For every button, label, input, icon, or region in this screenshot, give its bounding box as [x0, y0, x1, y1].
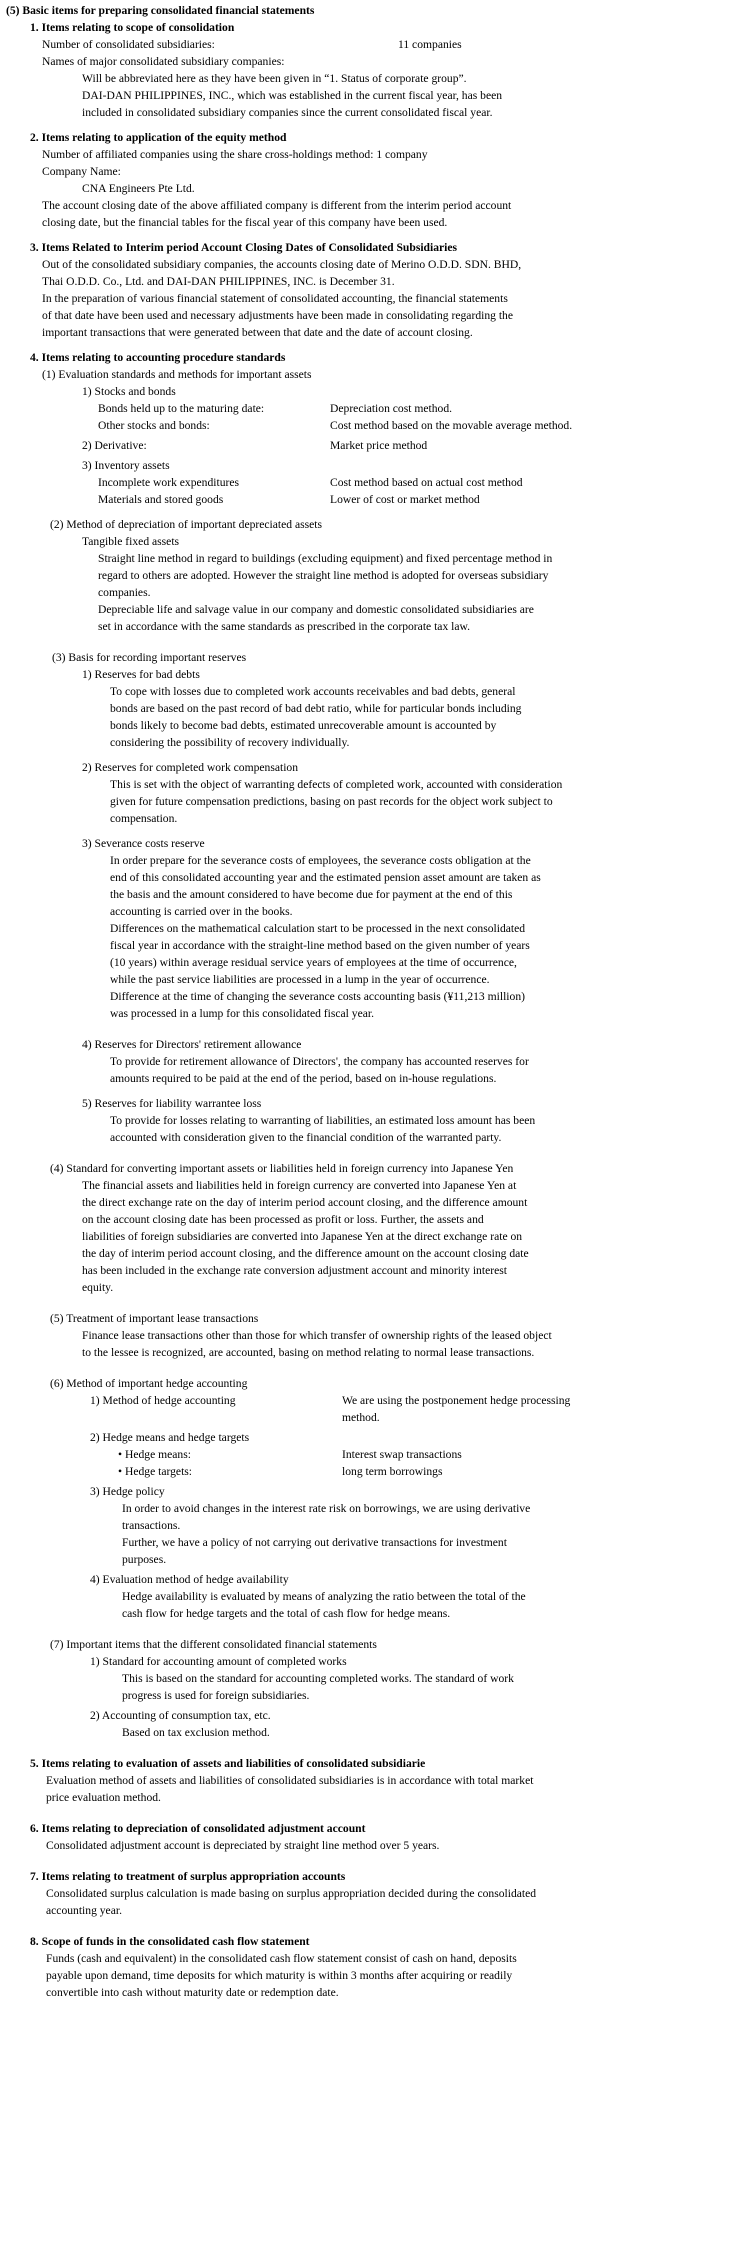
p1-bonds-row — [6, 400, 724, 417]
s2-line2: Company Name: — [42, 165, 121, 178]
p4-title: (4) Standard for converting important assets or liabilities held in foreign currency into Japanese Yen — [50, 1162, 514, 1175]
p4-line: the day of interim period account closing, and the difference amount on the account closing date — [82, 1247, 529, 1260]
p3-r3-line: accounting is carried over in the books. — [110, 905, 293, 918]
p2-title: (2) Method of depreciation of important depreciated assets — [50, 518, 323, 531]
p3-r1-line: bonds likely to become bad debts, estimated unrecoverable amount is accounted by — [110, 719, 497, 732]
p4-line: The financial assets and liabilities held in foreign currency are converted into Japanese Yen at — [82, 1179, 517, 1192]
p4-line: equity. — [82, 1281, 114, 1294]
p1-other-label: Other stocks and bonds: — [98, 419, 210, 432]
p3-r3-line: Differences on the mathematical calculation start to be processed in the next consolidated — [110, 922, 526, 935]
p7-i1: 1) Standard for accounting amount of completed works — [90, 1655, 347, 1668]
p6-means-label: • Hedge means: — [118, 1448, 191, 1461]
p6-h4: 4) Evaluation method of hedge availability — [90, 1573, 289, 1586]
p2-line1: Straight line method in regard to buildings (excluding equipment) and fixed percentage method in — [98, 552, 553, 565]
p3-r1-line: To cope with losses due to completed work accounts receivables and bad debts, general — [110, 685, 516, 698]
section-8-title: 8. Scope of funds in the consolidated cash flow statement — [30, 1935, 310, 1948]
p1-bonds-label: Bonds held up to the maturing date: — [98, 402, 265, 415]
section-3-title: 3. Items Related to Interim period Account Closing Dates of Consolidated Subsidiaries — [30, 241, 458, 254]
s6-line: Consolidated adjustment account is depreciated by straight line method over 5 years. — [46, 1839, 440, 1852]
p7-i1-line: progress is used for foreign subsidiaries. — [122, 1689, 310, 1702]
p6-h1-value: We are using the postponement hedge processing — [342, 1394, 571, 1407]
p3-r1-line: bonds are based on the past record of bad debt ratio, while for particular bonds including — [110, 702, 522, 715]
p6-targets-label: • Hedge targets: — [118, 1465, 193, 1478]
p3-r3-line: while the past service liabilities are processed in a lump in the year of occurrence. — [110, 973, 490, 986]
p2-line2: regard to others are adopted. However the straight line method is adopted for overseas subsidiary — [98, 569, 549, 582]
p1-other-row — [6, 417, 724, 434]
p5-line: to the lessee is recognized, are accounted, basing on method relating to normal lease transactions. — [82, 1346, 535, 1359]
consolidated-count-value: 11 companies — [398, 38, 462, 51]
s8-line: payable upon demand, time deposits for which maturity is within 3 months after acquiring or readily — [46, 1969, 513, 1982]
consolidated-count-label: Number of consolidated subsidiaries: — [42, 38, 215, 51]
p7-i2-line: Based on tax exclusion method. — [122, 1726, 270, 1739]
p6-title: (6) Method of important hedge accounting — [50, 1377, 248, 1390]
p3-r1-title: 1) Reserves for bad debts — [82, 668, 200, 681]
s1-line2: DAI-DAN PHILIPPINES, INC., which was established in the current fiscal year, has been — [82, 89, 503, 102]
p1-derivative-row — [6, 437, 724, 454]
p3-r3-line: (10 years) within average residual service years of employees at the time of occurrence, — [110, 956, 517, 969]
s3-line5: important transactions that were generated between that date and the date of account closing. — [42, 326, 473, 339]
p1-stocks-bonds: 1) Stocks and bonds — [82, 385, 176, 398]
section-7-title: 7. Items relating to treatment of surplus appropriation accounts — [30, 1870, 346, 1883]
p2-line4: Depreciable life and salvage value in our company and domestic consolidated subsidiaries are — [98, 603, 534, 616]
p6-h1-label: 1) Method of hedge accounting — [90, 1394, 236, 1407]
p4-line: the direct exchange rate on the day of interim period account closing, and the difference amount — [82, 1196, 528, 1209]
p4-line: on the account closing date has been processed as profit or loss. Further, the assets and — [82, 1213, 484, 1226]
names-label: Names of major consolidated subsidiary companies: — [42, 55, 285, 68]
p6-h1-row — [6, 1392, 724, 1409]
section-1-title: 1. Items relating to scope of consolidation — [30, 21, 235, 34]
p2-line3: companies. — [98, 586, 151, 599]
p3-r3-line: Difference at the time of changing the severance costs accounting basis (¥11,213 million) — [110, 990, 525, 1003]
s3-line3: In the preparation of various financial statement of consolidated accounting, the financial statements — [42, 292, 508, 305]
p7-i2: 2) Accounting of consumption tax, etc. — [90, 1709, 271, 1722]
s5-line: Evaluation method of assets and liabilities of consolidated subsidiaries is in accordance with total market — [46, 1774, 534, 1787]
p2-line5: set in accordance with the same standards as prescribed in the corporate tax law. — [98, 620, 471, 633]
p1-other-value: Cost method based on the movable average method. — [330, 419, 573, 432]
p6-h4-line: cash flow for hedge targets and the total of cash flow for hedge means. — [122, 1607, 451, 1620]
p2-sub: Tangible fixed assets — [82, 535, 180, 548]
s7-line: accounting year. — [46, 1904, 122, 1917]
p3-r3-line: was processed in a lump for this consolidated fiscal year. — [110, 1007, 375, 1020]
p3-r3-line: the basis and the amount considered to have become due for payment at the end of this — [110, 888, 513, 901]
p1-derivative-label: 2) Derivative: — [82, 439, 147, 452]
p3-r5-title: 5) Reserves for liability warrantee loss — [82, 1097, 262, 1110]
p6-h3-line: transactions. — [122, 1519, 181, 1532]
p4-line: liabilities of foreign subsidiaries are converted into Japanese Yen at the direct exchange rate on — [82, 1230, 523, 1243]
p3-r2-line: compensation. — [110, 812, 178, 825]
p3-r4-line: amounts required to be paid at the end of the period, based on in-house regulations. — [110, 1072, 497, 1085]
p6-h1-value2: method. — [342, 1411, 380, 1424]
p6-h3: 3) Hedge policy — [90, 1485, 165, 1498]
s2-line3: CNA Engineers Pte Ltd. — [82, 182, 195, 195]
p1-bonds-value: Depreciation cost method. — [330, 402, 453, 415]
s2-line4: The account closing date of the above affiliated company is different from the interim period account — [42, 199, 512, 212]
page-heading: (5) Basic items for preparing consolidated financial statements — [6, 4, 315, 17]
p4-line: has been included in the exchange rate conversion adjustment account and minority interest — [82, 1264, 507, 1277]
p3-r5-line: To provide for losses relating to warranting of liabilities, an estimated loss amount has been — [110, 1114, 536, 1127]
s2-line1: Number of affiliated companies using the share cross-holdings method: 1 company — [42, 148, 428, 161]
p3-r1-line: considering the possibility of recovery individually. — [110, 736, 350, 749]
p1-inventory: 3) Inventory assets — [82, 459, 170, 472]
section-4-title: 4. Items relating to accounting procedure standards — [30, 351, 286, 364]
section-6-title: 6. Items relating to depreciation of consolidated adjustment account — [30, 1822, 366, 1835]
p7-i1-line: This is based on the standard for accounting completed works. The standard of work — [122, 1672, 514, 1685]
p3-r3-line: fiscal year in accordance with the straight-line method based on the given number of years — [110, 939, 530, 952]
s3-line4: of that date have been used and necessary adjustments have been made in consolidating regarding the — [42, 309, 513, 322]
p3-r2-line: This is set with the object of warranting defects of completed work, accounted with consideration — [110, 778, 563, 791]
p7-title: (7) Important items that the different consolidated financial statements — [50, 1638, 377, 1651]
p3-r5-line: accounted with consideration given to the financial condition of the warranted party. — [110, 1131, 502, 1144]
p6-h2: 2) Hedge means and hedge targets — [90, 1431, 250, 1444]
p1-incomplete-row — [6, 474, 724, 491]
s3-line1: Out of the consolidated subsidiary companies, the accounts closing date of Merino O.D.D. SDN. BHD, — [42, 258, 522, 271]
p6-means-row — [6, 1446, 724, 1463]
p6-means-value: Interest swap transactions — [342, 1448, 462, 1461]
s8-line: Funds (cash and equivalent) in the consolidated cash flow statement consist of cash on hand, deposits — [46, 1952, 517, 1965]
p6-h3-line: In order to avoid changes in the interest rate risk on borrowings, we are using derivative — [122, 1502, 531, 1515]
section-2-title: 2. Items relating to application of the equity method — [30, 131, 287, 144]
p6-targets-row — [6, 1463, 724, 1480]
p1-derivative-value: Market price method — [330, 439, 428, 452]
s1-line1: Will be abbreviated here as they have been given in “1. Status of corporate group”. — [82, 72, 467, 85]
section-5-title: 5. Items relating to evaluation of assets and liabilities of consolidated subsidiarie — [30, 1757, 426, 1770]
p1-materials-label: Materials and stored goods — [98, 493, 224, 506]
p3-r4-line: To provide for retirement allowance of Directors', the company has accounted reserves for — [110, 1055, 529, 1068]
p3-r4-title: 4) Reserves for Directors' retirement allowance — [82, 1038, 302, 1051]
p3-r2-title: 2) Reserves for completed work compensation — [82, 761, 299, 774]
p5-line: Finance lease transactions other than those for which transfer of ownership rights of the leased object — [82, 1329, 552, 1342]
p1-materials-row — [6, 491, 724, 508]
s5-line: price evaluation method. — [46, 1791, 161, 1804]
p6-h3-line: Further, we have a policy of not carrying out derivative transactions for investment — [122, 1536, 507, 1549]
s2-line5: closing date, but the financial tables for the fiscal year of this company have been used. — [42, 216, 448, 229]
s1-line3: included in consolidated subsidiary companies since the current consolidated fiscal year. — [82, 106, 493, 119]
s3-line2: Thai O.D.D. Co., Ltd. and DAI-DAN PHILIPPINES, INC. is December 31. — [42, 275, 395, 288]
p6-h3-line: purposes. — [122, 1553, 167, 1566]
p5-title: (5) Treatment of important lease transactions — [50, 1312, 259, 1325]
p1-incomplete-value: Cost method based on actual cost method — [330, 476, 523, 489]
s8-line: convertible into cash without maturity date or redemption date. — [46, 1986, 339, 1999]
p3-r3-line: end of this consolidated accounting year and the estimated pension asset amount are taken as — [110, 871, 541, 884]
p6-targets-value: long term borrowings — [342, 1465, 443, 1478]
p3-title: (3) Basis for recording important reserves — [52, 651, 247, 664]
s7-line: Consolidated surplus calculation is made basing on surplus appropriation decided during the consolidated — [46, 1887, 537, 1900]
p3-r3-line: In order prepare for the severance costs of employees, the severance costs obligation at the — [110, 854, 531, 867]
p1-incomplete-label: Incomplete work expenditures — [98, 476, 240, 489]
p1-materials-value: Lower of cost or market method — [330, 493, 480, 506]
p3-r3-title: 3) Severance costs reserve — [82, 837, 205, 850]
p1-title: (1) Evaluation standards and methods for important assets — [42, 368, 312, 381]
p6-h4-line: Hedge availability is evaluated by means of analyzing the ratio between the total of the — [122, 1590, 526, 1603]
consolidated-count-row — [6, 36, 724, 53]
p3-r2-line: given for future compensation predictions, basing on past records for the object work subject to — [110, 795, 553, 808]
